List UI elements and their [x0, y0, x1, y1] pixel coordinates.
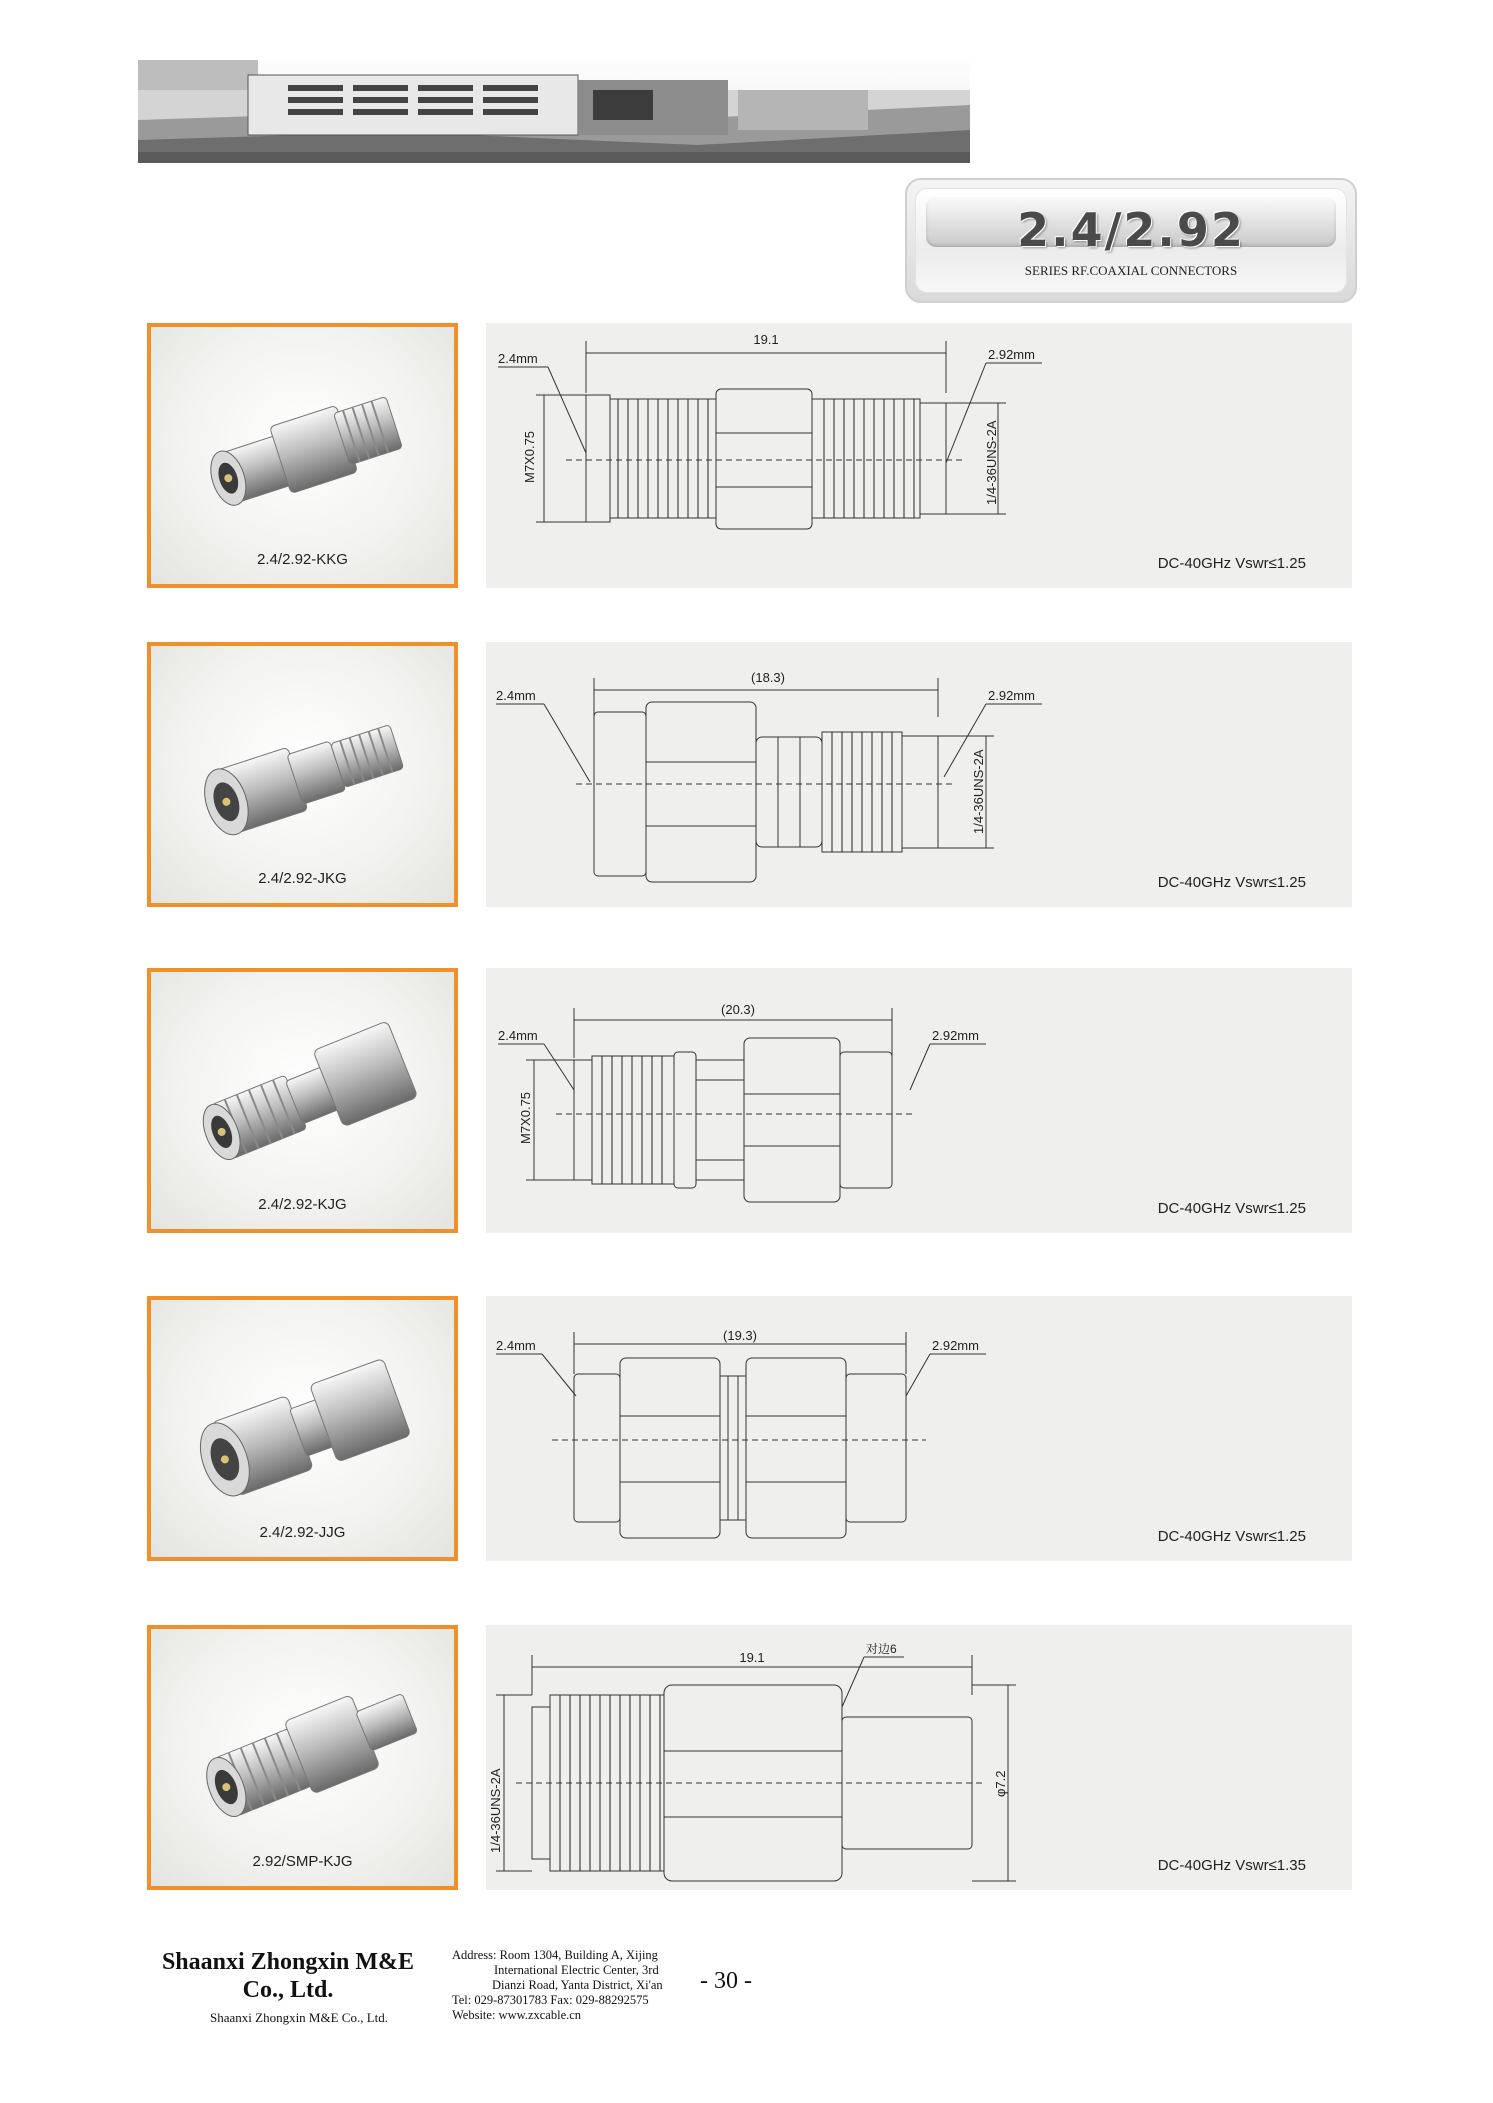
dim-left-label: 2.4mm — [498, 1028, 538, 1043]
product-photo-kjg — [147, 968, 458, 1233]
dim-hex-note: 对边6 — [866, 1642, 897, 1656]
product-row-kjg — [0, 968, 1493, 1233]
drawing-panel-jjg — [486, 1296, 1352, 1561]
dim-length: 19.1 — [753, 332, 779, 347]
dim-length: (19.3) — [723, 1328, 757, 1343]
dim-side-left: M7X0.75 — [518, 1091, 533, 1144]
dim-side-left: M7X0.75 — [522, 430, 537, 483]
dim-length: (20.3) — [721, 1002, 755, 1017]
dim-side-left: 1/4-36UNS-2A — [488, 1768, 503, 1853]
dim-side-right: 1/4-36UNS-2A — [971, 749, 986, 834]
dim-right-label: 2.92mm — [932, 1338, 979, 1353]
address-line-2: International Electric Center, 3rd — [494, 1963, 659, 1977]
company-line-2: Co., Ltd. — [242, 1977, 334, 2003]
adapter-photo-image — [151, 327, 454, 584]
adapter-photo-image — [151, 972, 454, 1229]
dim-right-label: 2.92mm — [932, 1028, 979, 1043]
product-name: 2.4/2.92-JKG — [258, 870, 347, 887]
tel-fax: Tel: 029-87301783 Fax: 029-88292575 — [452, 1993, 649, 2007]
adapter-photo-image — [151, 1300, 454, 1557]
footer-company-name — [138, 1948, 438, 2004]
dim-left-label: 2.4mm — [496, 1338, 536, 1353]
dim-left-label: 2.4mm — [496, 688, 536, 703]
drawing-panel-kjg — [486, 968, 1352, 1233]
product-name: 2.92/SMP-KJG — [252, 1853, 353, 1870]
product-spec: DC-40GHz Vswr≤1.25 — [1157, 1200, 1306, 1217]
product-spec: DC-40GHz Vswr≤1.25 — [1157, 1528, 1306, 1545]
dimension-drawing — [486, 1625, 1352, 1890]
dim-right-label: 2.92mm — [988, 347, 1035, 362]
product-name: 2.4/2.92-JJG — [259, 1524, 346, 1541]
page-number: - 30 - — [700, 1968, 752, 1994]
footer-address — [452, 1948, 684, 2023]
factory-banner-image — [138, 60, 970, 163]
website: Website: www.zxcable.cn — [452, 2008, 582, 2022]
adapter-photo-image — [151, 1629, 454, 1886]
dim-side-right: φ7.2 — [993, 1770, 1008, 1797]
product-row-kkg — [0, 323, 1493, 588]
dim-length: 19.1 — [739, 1650, 765, 1665]
address-line-3: Dianzi Road, Yanta District, Xi'an — [492, 1978, 663, 1992]
dimension-drawing — [486, 968, 1352, 1233]
drawing-panel-kkg — [486, 323, 1352, 588]
product-row-smp-kjg — [0, 1625, 1493, 1890]
dim-left-label: 2.4mm — [498, 351, 538, 366]
dim-right-label: 2.92mm — [988, 688, 1035, 703]
product-row-jkg — [0, 642, 1493, 907]
dim-side-right: 1/4-36UNS-2A — [984, 420, 999, 505]
dimension-drawing — [486, 642, 1352, 907]
product-spec: DC-40GHz Vswr≤1.35 — [1157, 1857, 1306, 1874]
product-photo-jkg — [147, 642, 458, 907]
adapter-photo-image — [151, 646, 454, 903]
drawing-panel-smp-kjg — [486, 1625, 1352, 1890]
drawing-panel-jkg — [486, 642, 1352, 907]
product-photo-jjg — [147, 1296, 458, 1561]
product-name: 2.4/2.92-KJG — [258, 1196, 347, 1213]
series-title-box — [905, 178, 1357, 303]
dimension-drawing — [486, 323, 1352, 588]
series-subtitle: SERIES RF.COAXIAL CONNECTORS — [1024, 263, 1238, 278]
dim-length: (18.3) — [751, 670, 785, 685]
series-title: 2.4/2.92 — [1017, 203, 1245, 257]
product-name: 2.4/2.92-KKG — [257, 551, 348, 568]
dimension-drawing — [486, 1296, 1352, 1561]
product-photo-kkg — [147, 323, 458, 588]
product-row-jjg — [0, 1296, 1493, 1561]
address-line-1: Address: Room 1304, Building A, Xijing — [452, 1948, 658, 1962]
company-line-1: Shaanxi Zhongxin M&E — [161, 1949, 415, 1975]
footer-company-small: Shaanxi Zhongxin M&E Co., Ltd. — [210, 2010, 389, 2025]
product-spec: DC-40GHz Vswr≤1.25 — [1157, 874, 1306, 891]
product-spec: DC-40GHz Vswr≤1.25 — [1157, 555, 1306, 572]
product-photo-smp-kjg — [147, 1625, 458, 1890]
